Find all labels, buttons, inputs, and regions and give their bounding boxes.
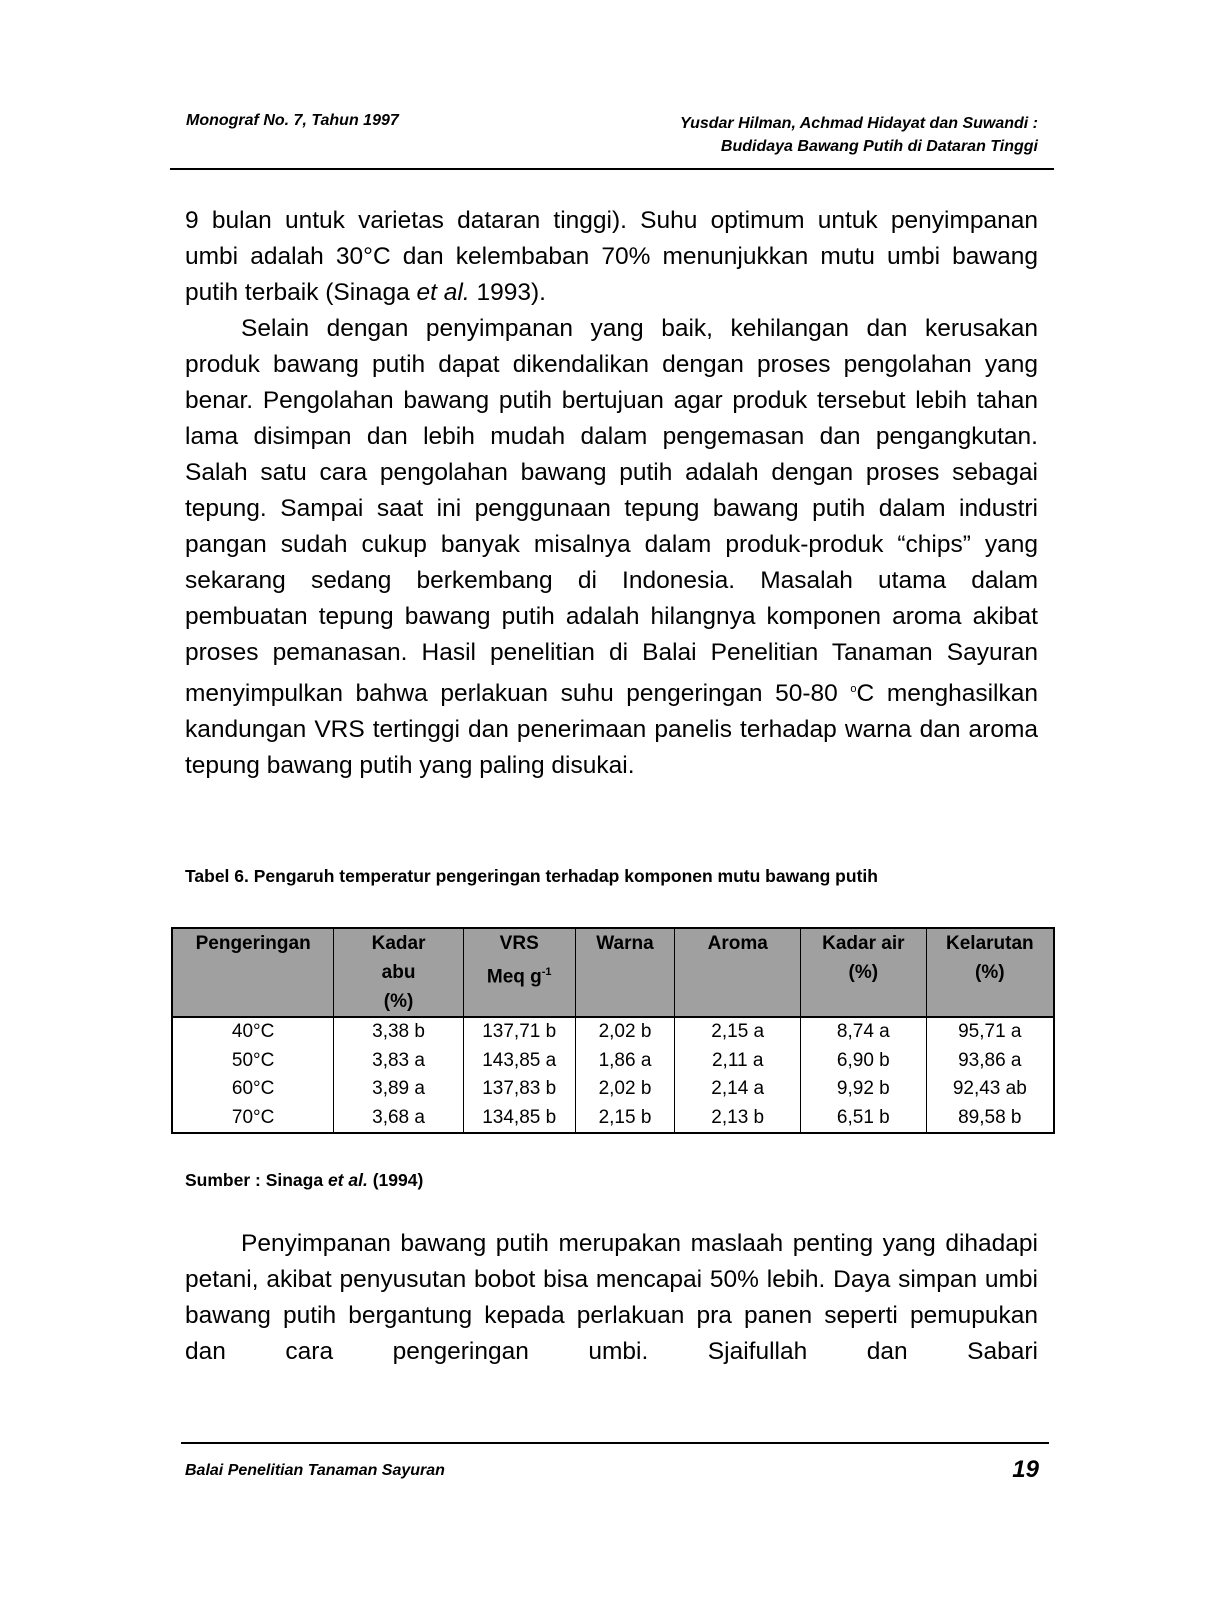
table-cell: 6,51 b [801,1104,927,1134]
table-cell: 50°C [172,1047,334,1076]
table-caption: Tabel 6. Pengaruh temperatur pengeringan terhadap komponen mutu bawang putih [185,866,878,886]
paragraph-1-text-a: 9 bulan untuk varietas dataran tinggi). Suhu optimum untuk penyimpanan umbi adalah 30°C dan kelembaban 70% menunjukkan mutu umbi bawang putih terbaik (Sinaga [185,207,1038,306]
source-em: et al. [327,1170,368,1190]
paragraph-1-em: et al. [416,279,470,306]
table-cell: 93,86 a [926,1047,1054,1076]
table-cell: 9,92 b [801,1075,927,1104]
header-aroma: Aroma [675,928,801,1017]
paragraph-3-text: Penyimpanan bawang putih merupakan maslaah penting yang dihadapi petani, akibat penyusutan bobot bisa mencapai 50% lebih. Daya simpan umbi bawang putih bergantung kepada perlakuan pra panen seperti pemupukan dan cara pengeringan umbi. Sjaifullah dan Sabari [185,1230,1038,1365]
page-header [170,112,1054,170]
table-cell: 2,13 b [675,1104,801,1134]
footer-institution: Balai Penelitian Tanaman Sayuran [185,1462,445,1479]
table-cell: 137,71 b [463,1017,575,1047]
table-cell: 70°C [172,1104,334,1134]
table-cell: 137,83 b [463,1075,575,1104]
table-cell: 3,83 a [334,1047,464,1076]
table-cell: 8,74 a [801,1017,927,1047]
header-warna: Warna [575,928,675,1017]
source-suffix: (1994) [367,1170,424,1190]
header-kelarutan: Kelarutan (%) [926,928,1054,1017]
paragraph-3 [185,1226,1038,1406]
table-cell: 2,15 a [675,1017,801,1047]
header-pengeringan: Pengeringan [172,928,334,1017]
paragraph-2-text-b: C menghasilkan kandungan VRS tertinggi dan penerimaan panelis terhadap warna dan aroma tepung bawang putih yang paling disukai. [185,680,1039,780]
table-cell: 2,14 a [675,1075,801,1104]
table-cell: 89,58 b [926,1104,1054,1134]
table-cell: 95,71 a [926,1017,1054,1047]
page-number: 19 [1012,1456,1039,1483]
table-row [172,1104,1054,1134]
data-table [171,927,1055,1134]
table-cell: 3,38 b [334,1017,464,1047]
table-cell: 2,11 a [675,1047,801,1076]
table-row [172,1017,1054,1047]
page-footer [181,1442,1049,1483]
header-authors-title [680,112,1038,158]
table-cell: 6,90 b [801,1047,927,1076]
table-row [172,1047,1054,1076]
table-cell: 2,15 b [575,1104,675,1134]
header-vrs: VRS Meq $g^{-1}$ [463,928,575,1017]
header-authors: Yusdar Hilman, Achmad Hidayat dan Suwandi : [680,115,1038,132]
table-cell: 3,68 a [334,1104,464,1134]
paragraph-2-text-a: Selain dengan penyimpanan yang baik, kehilangan dan kerusakan produk bawang putih dapat dikendalikan dengan proses pengolahan yang benar. Pengolahan bawang putih bertujuan agar produk tersebut lebih tahan lama disimpan dan lebih mudah dalam pengemasan dan pengangkutan. Salah satu cara pengolahan bawang putih adalah dengan proses sebagai tepung. Sampai saat ini penggunaan tepung bawang putih dalam industri pangan sudah cukup banyak misalnya dalam produk-produk “chips” yang sekarang sedang berkembang di Indonesia. Masalah utama dalam pembuatan tepung bawang putih adalah hilangnya komponen aroma akibat proses pemanasan. Hasil penelitian di Balai Penelitian Tanaman Sayuran menyimpulkan bahwa perlakuan suhu pengeringan 50-80 [185,315,1038,708]
table-cell: 92,43 ab [926,1075,1054,1104]
table-cell: 3,89 a [334,1075,464,1104]
table-cell: 60°C [172,1075,334,1104]
table-cell: 40°C [172,1017,334,1047]
header-publication: Monograf No. 7, Tahun 1997 [186,112,399,129]
paragraph-1 [185,203,1038,311]
header-kadar-abu: Kadar abu (%) [334,928,464,1017]
source-prefix: Sumber : Sinaga [185,1170,328,1190]
table-source [185,1170,423,1191]
paragraph-1-text-b: 1993). [469,279,546,306]
table-cell: 2,02 b [575,1075,675,1104]
table-cell: 143,85 a [463,1047,575,1076]
header-title: Budidaya Bawang Putih di Dataran Tinggi [720,138,1038,155]
table-cell: 134,85 b [463,1104,575,1134]
paragraph-2 [185,311,1038,784]
table-row [172,1075,1054,1104]
table-cell: 2,02 b [575,1017,675,1047]
paragraph-2-degree: o [850,683,857,695]
table-header-row [172,928,1054,1017]
table-cell: 1,86 a [575,1047,675,1076]
header-kadar-air: Kadar air (%) [801,928,927,1017]
